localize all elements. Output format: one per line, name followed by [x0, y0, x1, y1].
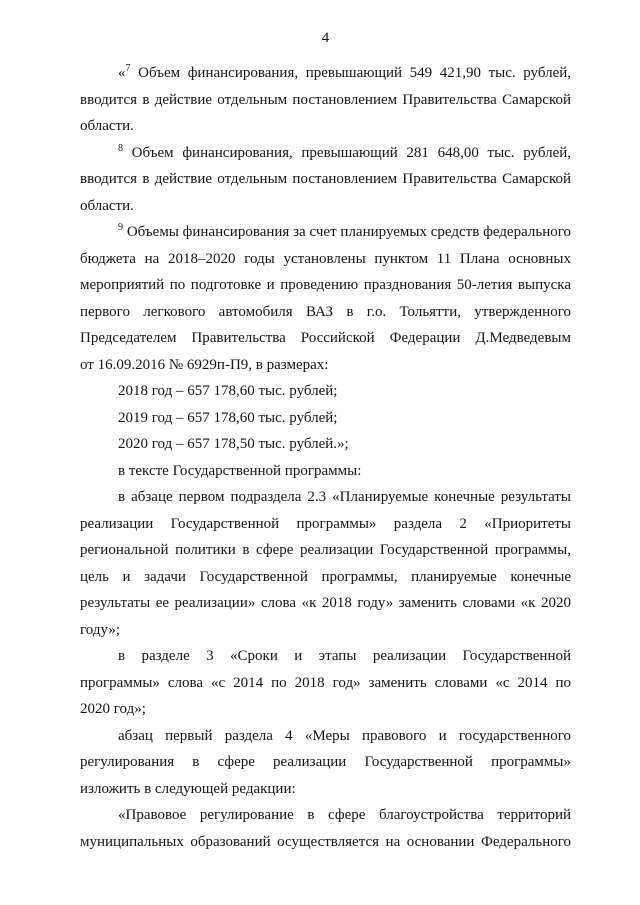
amount-2019 [80, 405, 571, 432]
amendment-section-3 [80, 643, 571, 723]
paragraph-line: реализации Государственной программы» раздела 2 «Приоритеты [80, 515, 571, 532]
paragraph-line: в разделе 3 «Сроки и этапы реализации Государственной [118, 648, 571, 664]
paragraph-line: мероприятий по подготовке и проведению празднования 50-летия выпуска [80, 277, 571, 293]
document-body [80, 60, 571, 855]
footnote-7 [80, 60, 571, 140]
paragraph-line: Председателем Правительства Российской Федерации Д.Медведевым [80, 330, 571, 346]
footnote-mark: 7 [125, 63, 131, 74]
paragraph-line: вводится в действие отдельным постановлением Правительства Самарской [80, 91, 571, 108]
paragraph-line: 2018 год – 657 178,60 тыс. рублей; [118, 383, 338, 399]
paragraph-line: области. [80, 197, 134, 214]
paragraph-line: результаты ее реализации» слова «к 2018 году» заменить словами «к 2020 [80, 595, 571, 611]
paragraph-line: муниципальных образований осуществляется на основании Федерального [80, 833, 571, 850]
paragraph-line: программы» слова «с 2014 по 2018 год» заменить словами «с 2014 по [80, 674, 571, 691]
amendment-subsection-2-3 [80, 484, 571, 643]
paragraph-line: абзац первый раздела 4 «Меры правового и государственного [118, 727, 571, 744]
paragraph-line: году»; [80, 621, 121, 638]
paragraph-line: от 16.09.2016 № 6929п-П9, в размерах: [80, 356, 329, 373]
amount-2020 [80, 431, 571, 458]
footnote-mark: 8 [118, 142, 123, 154]
paragraph-line: бюджета на 2018–2020 годы установлены пунктом 11 Плана основных [80, 250, 571, 267]
paragraph-line: 2019 год – 657 178,60 тыс. рублей; [118, 409, 338, 426]
line-text: Объем финансирования, превышающий 549 421,90 тыс. рублей, [138, 65, 572, 81]
paragraph-line [80, 140, 571, 167]
footnote-9 [80, 219, 571, 378]
footnote-mark: 9 [118, 222, 123, 233]
paragraph-line [80, 219, 571, 246]
paragraph-line: регулирования в сфере реализации Государственной программы» [80, 754, 571, 770]
program-text-intro [80, 458, 571, 485]
paragraph-line: «Правовое регулирование в сфере благоустройства территорий [118, 807, 571, 823]
footnote-8 [80, 140, 571, 220]
paragraph-line [80, 60, 571, 87]
paragraph-line: 2020 год»; [80, 701, 146, 717]
paragraph-line: цель и задачи Государственной программы, планируемые конечные [80, 568, 571, 585]
paragraph-line: региональной политики в сфере реализации Государственной программы, [80, 542, 571, 558]
amount-2018 [80, 378, 571, 405]
page-number: 4 [321, 30, 330, 46]
paragraph-line: вводится в действие отдельным постановлением Правительства Самарской [80, 171, 571, 187]
paragraph-line: в тексте Государственной программы: [118, 462, 362, 479]
line-text: Объемы финансирования за счет планируемых средств федерального [126, 224, 572, 240]
paragraph-line: изложить в следующей редакции: [80, 780, 296, 797]
amendment-section-4 [80, 723, 571, 803]
paragraph-line: в абзаце первом подраздела 2.3 «Планируемые конечные результаты [118, 489, 571, 505]
paragraph-line: первого легкового автомобиля ВАЗ в г.о. Тольятти, утвержденного [80, 303, 571, 320]
paragraph-line: 2020 год – 657 178,50 тыс. рублей.»; [118, 436, 349, 452]
paragraph-line: области. [80, 118, 134, 134]
legal-regulation-text [80, 802, 571, 855]
line-text: Объем финансирования, превышающий 281 648,00 тыс. рублей, [131, 144, 572, 161]
opening-quote: « [118, 65, 126, 81]
